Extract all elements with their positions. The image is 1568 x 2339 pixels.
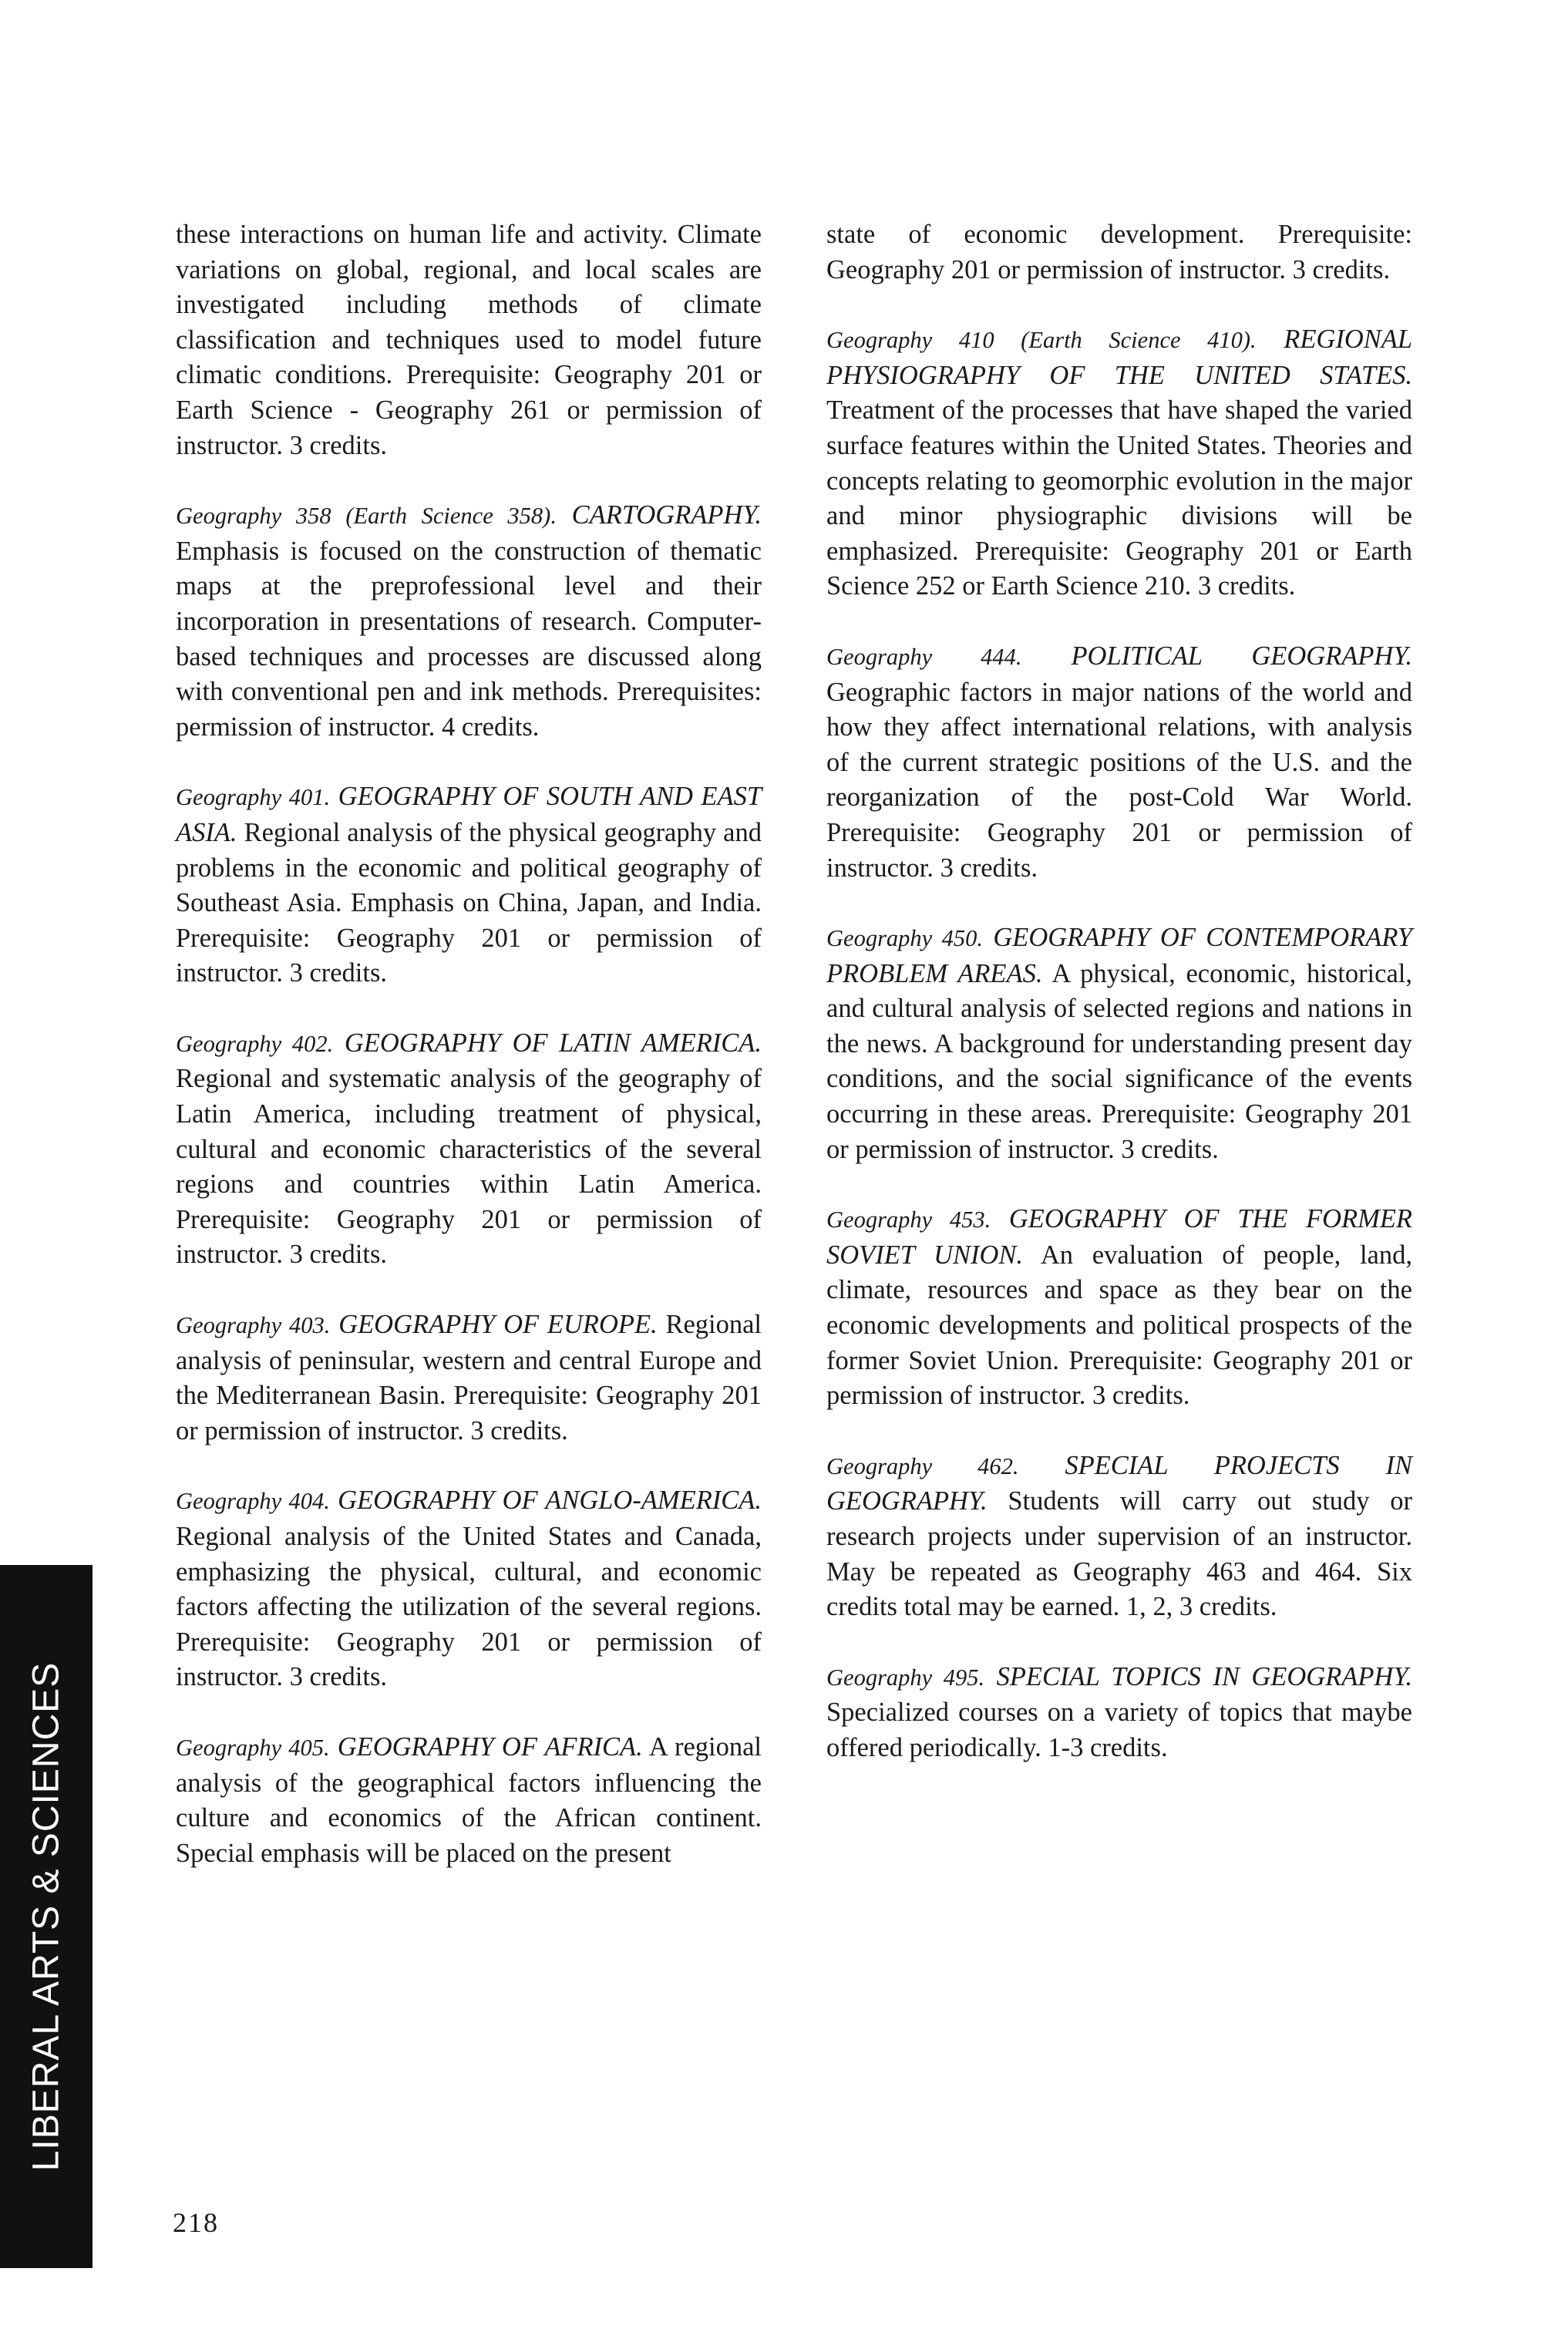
left-column	[176, 217, 762, 1906]
course-number: Geography 405.	[176, 1734, 330, 1761]
course-description: state of economic development. Prerequisite: Geography 201 or permission of instructor. 3 credits.	[826, 220, 1412, 284]
course-entry	[826, 1202, 1412, 1414]
course-number: Geography 453.	[826, 1207, 991, 1233]
course-description: Geographic factors in major nations of the world and how they affect international relations, with analysis of the current strategic positions of the U.S. and the reorganization of the post-Cold War World. Prerequisite: Geography 201 or permission of instructor. 3 credits.	[826, 677, 1412, 883]
course-entry	[826, 639, 1412, 886]
course-heading	[176, 1310, 658, 1339]
section-side-tab	[0, 1565, 93, 2268]
course-description: A regional analysis of the geographical factors influencing the culture and economics of the African continent. Special emphasis will be placed on the present	[176, 1732, 762, 1868]
course-heading	[176, 1486, 762, 1515]
course-title: POLITICAL GEOGRAPHY.	[1071, 641, 1412, 671]
course-entry	[826, 217, 1412, 288]
course-description: Regional analysis of peninsular, western and central Europe and the Mediterranean Basin. Prerequisite: Geography 201 or permission of instructor. 3 credits.	[176, 1310, 762, 1445]
course-description: An evaluation of people, land, climate, resources and space as they bear on the economic developments and political prospects of the former Soviet Union. Prerequisite: Geography 201 or permission of instructor. 3 credits.	[826, 1240, 1412, 1411]
course-number: Geography 444.	[826, 643, 1022, 670]
course-entry	[826, 1449, 1412, 1625]
course-entry	[826, 322, 1412, 604]
course-entry	[176, 1026, 762, 1273]
course-title: GEOGRAPHY OF EUROPE.	[338, 1310, 658, 1340]
course-number: Geography 402.	[176, 1030, 334, 1057]
course-title: GEOGRAPHY OF AFRICA.	[337, 1732, 643, 1762]
course-number: Geography 450.	[826, 925, 983, 952]
course-description: Students will carry out study or research projects under supervision of an instructor. May be repeated as Geography 463 and 464. Six credits total may be earned. 1, 2, 3 credits.	[826, 1486, 1412, 1622]
side-tab-label: LIBERAL ARTS & SCIENCES	[25, 1661, 67, 2172]
course-heading	[826, 641, 1412, 671]
course-title: GEOGRAPHY OF LATIN AMERICA.	[344, 1028, 762, 1058]
course-description: Regional analysis of the physical geography and problems in the economic and political geography of Southeast Asia. Emphasis on China, Japan, and India. Prerequisite: Geography 201 or permission of instructor. 3 credits.	[176, 817, 762, 988]
course-description: Specialized courses on a variety of topics that maybe offered periodically. 1-3 credits.	[826, 1698, 1412, 1762]
course-entry	[826, 1660, 1412, 1766]
course-number: Geography 462.	[826, 1452, 1019, 1479]
course-entry	[176, 1730, 762, 1871]
course-description: these interactions on human life and activity. Climate variations on global, regional, and local scales are investigated including methods of climate classification and techniques used to model future climatic conditions. Prerequisite: Geography 201 or Earth Science - Geography 261 or permission of instructor. 3 credits.	[176, 220, 762, 460]
course-title: GEOGRAPHY OF THE FORMER SOVIET UNION.	[826, 1204, 1412, 1270]
course-title: REGIONAL PHYSIOGRAPHY OF THE UNITED STATES.	[826, 325, 1413, 390]
course-number: Geography 401.	[176, 784, 331, 811]
course-entry	[176, 1483, 762, 1695]
right-column	[826, 217, 1412, 1801]
course-title: GEOGRAPHY OF CONTEMPORARY PROBLEM AREAS.	[826, 923, 1412, 988]
course-title: SPECIAL TOPICS IN GEOGRAPHY.	[996, 1661, 1412, 1691]
course-entry	[826, 920, 1412, 1167]
course-number: Geography 495.	[826, 1664, 985, 1691]
course-description: Emphasis is focused on the construction of thematic maps at the preprofessional level and their incorporation in presentations of research. Computer-based techniques and processes are discussed along with conventional pen and ink methods. Prerequisites: permission of instructor. 4 credits.	[176, 536, 762, 742]
course-heading	[826, 1662, 1412, 1691]
course-heading	[176, 1732, 643, 1762]
course-heading	[176, 500, 762, 530]
course-description: A physical, economic, historical, and cultural analysis of selected regions and nations in the news. A background for understanding present day conditions, and the social significance of the events occurring in these areas. Prerequisite: Geography 201 or permission of instructor. 3 credits.	[826, 958, 1412, 1164]
course-title: GEOGRAPHY OF SOUTH AND EAST ASIA.	[176, 782, 762, 847]
course-title: GEOGRAPHY OF ANGLO-AMERICA.	[338, 1486, 762, 1516]
course-number: Geography 410 (Earth Science 410).	[826, 327, 1257, 354]
course-number: Geography 403.	[176, 1312, 331, 1339]
course-heading	[176, 1028, 762, 1058]
course-entry	[176, 498, 762, 745]
course-heading	[826, 325, 1412, 390]
course-entry	[176, 217, 762, 463]
course-title: SPECIAL PROJECTS IN GEOGRAPHY.	[826, 1450, 1413, 1516]
course-entry	[176, 1307, 762, 1449]
page-number: 218	[173, 2207, 219, 2238]
course-description: Regional and systematic analysis of the geography of Latin America, including treatment of physical, cultural and economic characteristics of the several regions and countries within Latin America. Prerequisite: Geography 201 or permission of instructor. 3 credits.	[176, 1064, 762, 1270]
course-entry	[176, 779, 762, 991]
course-number: Geography 358 (Earth Science 358).	[176, 503, 557, 530]
course-description: Regional analysis of the United States and Canada, emphasizing the physical, cultural, and economic factors affecting the utilization of the several regions. Prerequisite: Geography 201 or permission of instructor. 3 credits.	[176, 1522, 762, 1692]
course-title: CARTOGRAPHY.	[571, 500, 762, 530]
course-number: Geography 404.	[176, 1488, 330, 1515]
course-description: Treatment of the processes that have shaped the varied surface features within the United States. Theories and concepts relating to geomorphic evolution in the major and minor physiographic divisions will be emphasized. Prerequisite: Geography 201 or Earth Science 252 or Earth Science 210. 3 credits.	[826, 395, 1412, 601]
